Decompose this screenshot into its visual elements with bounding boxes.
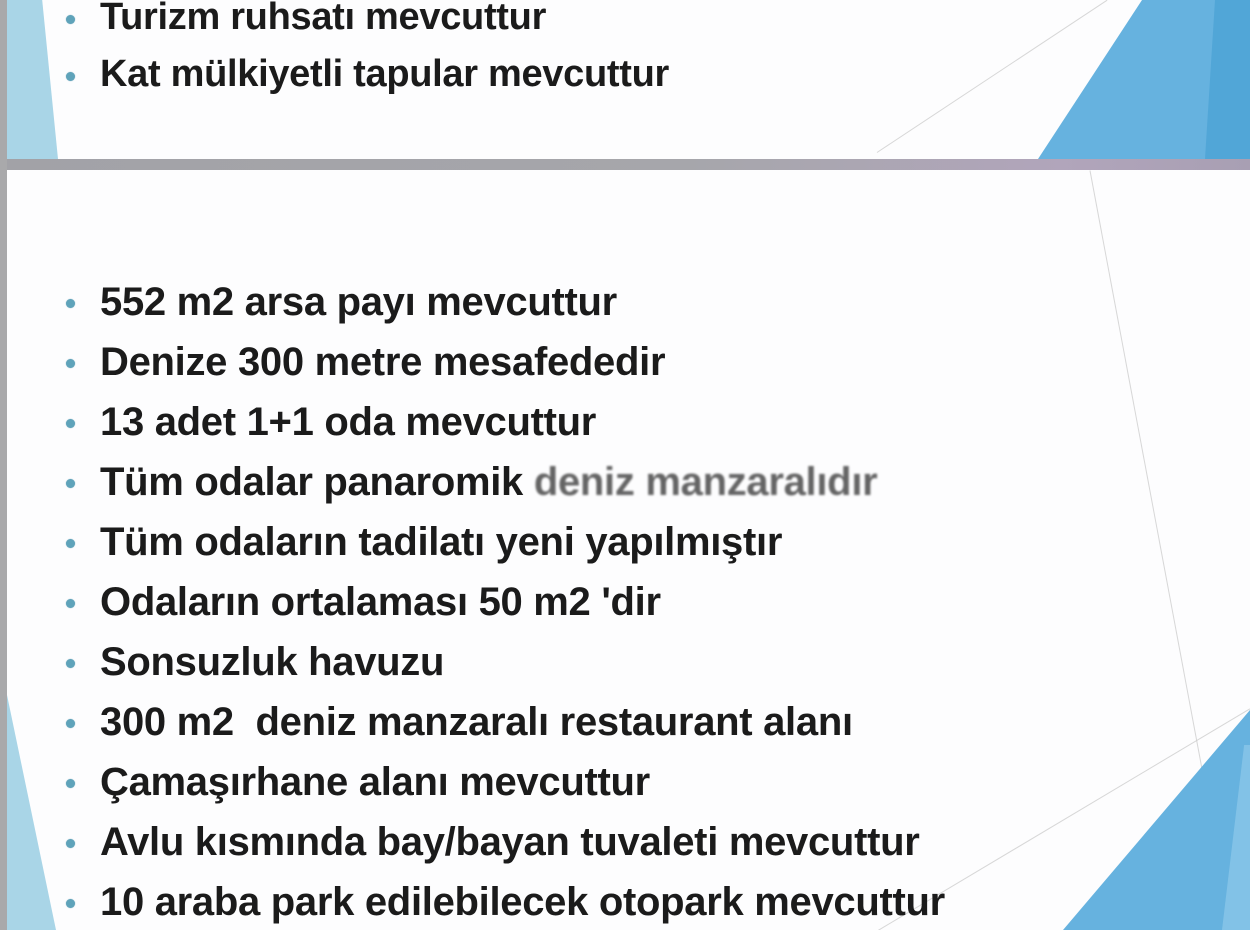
bullet-icon: [66, 779, 75, 788]
bullet-icon: [66, 599, 75, 608]
bullet-text: Denize 300 metre mesafededir: [100, 339, 666, 384]
bullet-item: [0, 0, 1250, 46]
bullet-item: [0, 692, 1250, 752]
bullet-text: Çamaşırhane alanı mevcuttur: [100, 759, 650, 804]
bullet-text: Kat mülkiyetli tapular mevcuttur: [100, 53, 669, 95]
bullet-text: 10 araba park edilebilecek otopark mevcuttur: [100, 879, 945, 924]
bullet-text: Odaların ortalaması 50 m2 'dir: [100, 579, 661, 624]
bullet-item: [0, 572, 1250, 632]
bullet-item: [0, 752, 1250, 812]
bullet-item: [0, 332, 1250, 392]
bullet-icon: [66, 419, 75, 428]
bullet-item: [0, 272, 1250, 332]
bullet-text: 13 adet 1+1 oda mevcuttur: [100, 399, 597, 444]
bullet-item: [0, 632, 1250, 692]
bullet-icon: [66, 479, 75, 488]
bullet-icon: [66, 359, 75, 368]
bullet-text: 552 m2 arsa payı mevcuttur: [100, 279, 617, 324]
bullet-text: 300 m2 deniz manzaralı restaurant alanı: [100, 699, 853, 744]
bullet-text-faded: deniz manzaralıdır: [533, 459, 878, 504]
bullet-icon: [66, 299, 75, 308]
bullet-item: [0, 812, 1250, 872]
bullet-icon: [66, 719, 75, 728]
bullet-icon: [66, 659, 75, 668]
bullet-icon: [66, 72, 75, 81]
bullet-icon: [66, 839, 75, 848]
page-edge-strip: [0, 0, 7, 930]
bullet-text: Turizm ruhsatı mevcuttur: [100, 0, 547, 38]
bullet-item: [0, 452, 1250, 512]
bullet-text: Tüm odalar panaromik: [100, 459, 534, 504]
bullet-text: Sonsuzluk havuzu: [100, 639, 445, 684]
bullet-icon: [66, 899, 75, 908]
bullet-icon: [66, 15, 75, 24]
bullet-icon: [66, 539, 75, 548]
slide-divider: [0, 159, 1250, 170]
slide-top: [0, 0, 1250, 159]
bullet-text: Avlu kısmında bay/bayan tuvaleti mevcuttur: [100, 819, 920, 864]
bullet-list: [0, 272, 1250, 930]
slide-bottom: [0, 170, 1250, 930]
bullet-text: Tüm odaların tadilatı yeni yapılmıştır: [100, 519, 783, 564]
bullet-item: [0, 392, 1250, 452]
bullet-item: [0, 872, 1250, 930]
bullet-item: [0, 512, 1250, 572]
bullet-list: [0, 0, 1250, 103]
bullet-item: [0, 46, 1250, 103]
